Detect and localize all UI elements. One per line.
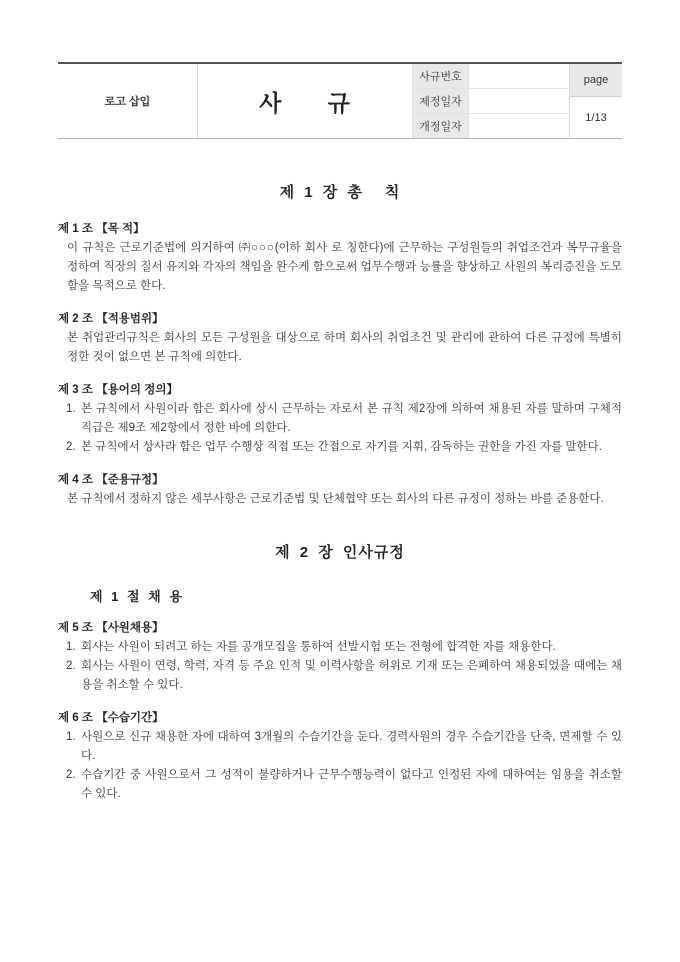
section1-title: 제 1 절 채 용 [90,589,183,604]
article-2-body: 본 취업관리규칙은 회사의 모든 구성원을 대상으로 하며 회사의 취업조건 및 관리에 관하여 다른 규정에 특별히 정한 것이 없으면 본 규칙에 의한다. [67,332,622,363]
meta-row-revised-date [413,114,569,138]
meta-value-enacted-date [469,89,569,113]
article-6 [58,709,622,804]
meta-label-rule-number: 사규번호 [413,64,469,88]
meta-label-enacted-date: 제정일자 [413,89,469,113]
page-label: page [570,64,622,97]
article-2 [58,310,622,367]
article-4-body: 본 규칙에서 정하지 않은 세부사항은 근로기준법 및 단체협약 또는 회사의 다른 규정이 정하는 바를 준용한다. [67,493,604,505]
chapter1-title-tail: 칙 [384,184,401,201]
article-6-list [58,728,622,804]
logo-placeholder: 로고 삽입 [58,64,198,138]
list-item-number: 1. [66,403,76,415]
meta-column [412,64,569,138]
list-item-text: 회사는 사원이 되려고 하는 자를 공개모집을 통하여 선발시험 또는 전형에 합격한 자를 채용한다. [81,641,556,653]
article-5-list [58,638,622,695]
list-item-text: 사원으로 신규 채용한 자에 대하여 3개월의 수습기간을 둔다. 경력사원의 경우 수습기간을 단축, 면제할 수 있다. [81,731,622,762]
meta-value-rule-number [469,64,569,88]
list-item-number: 2. [66,660,76,672]
list-item [66,766,622,804]
article-6-heading: 제 6 조 【수습기간】 [58,712,164,724]
article-1-heading: 제 1 조 【목 적】 [58,223,145,235]
page-column [569,64,622,138]
article-4-heading: 제 4 조 【준용규정】 [58,474,164,486]
page-number: 1/13 [570,97,622,138]
article-5-heading: 제 5 조 【사원채용】 [58,622,164,634]
article-4 [58,471,622,509]
meta-row-rule-number [413,64,569,89]
list-item-number: 1. [66,641,76,653]
list-item-text: 본 규칙에서 사원이라 함은 회사에 상시 근무하는 자로서 본 규칙 제2장에 의하여 채용된 자를 말하며 구체적 직급은 제9조 제2항에서 정한 바에 의한다. [81,403,622,434]
document-title: 사 규 [259,89,351,116]
list-item-number: 2. [66,769,76,781]
chapter1-title [58,181,622,202]
meta-label-revised-date: 개정일자 [413,114,469,138]
article-1 [58,220,622,296]
meta-value-revised-date [469,114,569,138]
chapter1-title-main: 제 1 장 총 [279,184,363,201]
list-item-number: 1. [66,731,76,743]
chapter2-title: 제 2 장 인사규정 [275,544,405,561]
list-item-number: 2. [66,441,76,453]
document-header-table [58,62,622,139]
article-3 [58,381,622,457]
list-item [66,400,622,438]
article-5 [58,619,622,695]
article-2-heading: 제 2 조 【적용범위】 [58,313,164,325]
meta-row-enacted-date [413,89,569,114]
list-item [66,657,622,695]
list-item [66,638,622,657]
list-item-text: 수습기간 중 사원으로서 그 성적이 불량하거나 근무수행능력이 없다고 인정된 자에 대하여는 임용을 취소할 수 있다. [81,769,622,800]
list-item [66,728,622,766]
list-item-text: 회사는 사원이 연령, 학력, 자격 등 주요 인적 및 이력사항을 허위로 기재 또는 은폐하여 채용되었을 때에는 채용을 취소할 수 있다. [81,660,622,691]
article-3-heading: 제 3 조 【용어의 정의】 [58,384,178,396]
list-item [66,438,622,457]
article-1-body: 이 규칙은 근로기준법에 의거하여 ㈜○○○(이하 회사 로 칭한다)에 근무하는 구성원들의 취업조건과 복무규율을 정하여 직장의 질서 유지와 각자의 책임을 완수케 함으로써 업무수행과 능률을 향상하고 사원의 복리증진을 도모함을 목적으로 한다. [67,242,622,292]
article-3-list [58,400,622,457]
list-item-text: 본 규칙에서 상사라 함은 업무 수행상 직접 또는 간접으로 자기를 지휘, 감독하는 권한을 가진 자를 말한다. [81,441,602,453]
